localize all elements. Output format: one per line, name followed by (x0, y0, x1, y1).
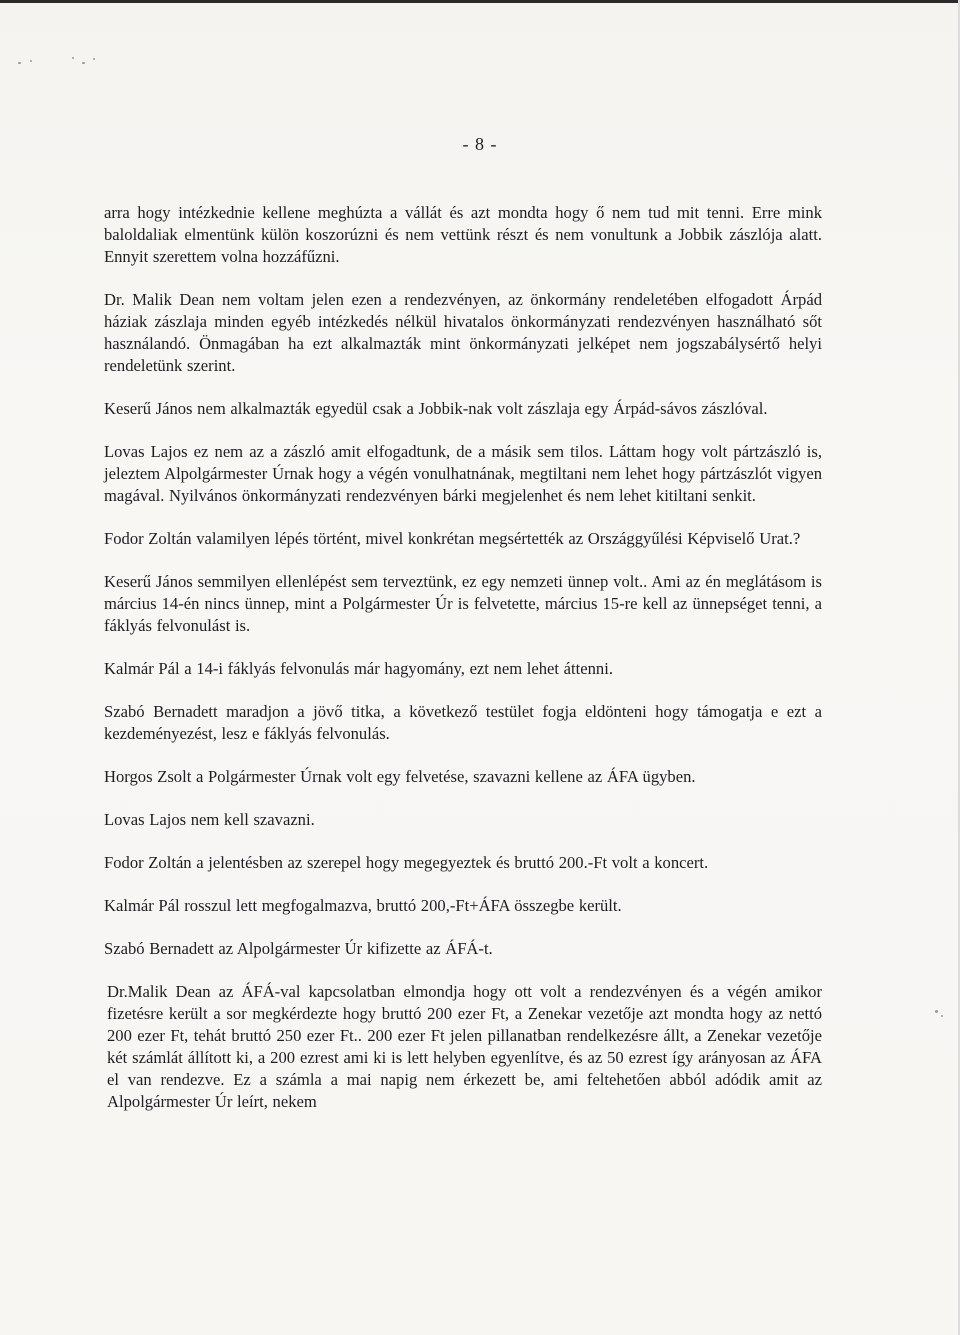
scan-speck (18, 62, 21, 64)
document-body (104, 202, 822, 1134)
paragraph: Lovas Lajos nem kell szavazni. (104, 810, 315, 829)
paragraph: Szabó Bernadett az Alpolgármester Úr kifizette az ÁFÁ-t. (104, 939, 493, 958)
page-number: - 8 - (462, 134, 498, 154)
scan-speck (935, 1010, 938, 1013)
paragraph: Kalmár Pál rosszul lett megfogalmazva, bruttó 200,-Ft+ÁFA összegbe került. (104, 896, 622, 915)
paragraph: Dr.Malik Dean az ÁFÁ-val kapcsolatban elmondja hogy ott volt a rendezvényen és a végén amikor fizetésre került a sor megkérdezte hogy bruttó 200 ezer Ft, a Zenekar vezetője azt mondta hogy az nettó 200 ezer Ft, tehát bruttó 250 ezer Ft.. 200 ezer Ft jelen pillanatban rendelkezésre állt, a Zenekar vezetője két számlát állított ki, a 200 ezrest ami ki is lett helyben egyenlítve, és az 50 ezrest így arányosan az ÁFA el van rendezve. Ez a számla a mai napig nem érkezett be, ami feltehetően abból adódik amit az Alpolgármester Úr leírt, nekem (107, 982, 822, 1111)
paragraph: Dr. Malik Dean nem voltam jelen ezen a rendezvényen, az önkormány rendeletében elfogadott Árpád háziak zászlaja minden egyéb intézkedés nélkül hivatalos önkormányzati rendezvényen használható sőt használandó. Önmagában ha ezt alkalmazták mint önkormányzati jelképet nem jogszabálysértő helyi rendeletünk szerint. (104, 290, 822, 375)
paragraph: Keserű János semmilyen ellenlépést sem terveztünk, ez egy nemzeti ünnep volt.. Ami az én meglátásom is március 14-én nincs ünnep, mint a Polgármester Úr is felvetette, március 15-re kell az ünnepséget tenni, a fáklyás felvonulást is. (104, 572, 822, 635)
scan-speck (30, 60, 32, 62)
paragraph: Szabó Bernadett maradjon a jövő titka, a következő testület fogja eldönteni hogy támogatja e ezt a kezdeményezést, lesz e fáklyás felvonulás. (104, 702, 822, 743)
scan-top-edge (0, 0, 960, 3)
scan-speck (93, 58, 95, 60)
paragraph: Lovas Lajos ez nem az a zászló amit elfogadtunk, de a másik sem tilos. Láttam hogy volt pártzászló is, jeleztem Alpolgármester Úrnak hogy a végén vonulhatnának, megtiltani nem lehet hogy pártzászlót vigyen magával. Nyilvános önkormányzati rendezvényen bárki megjelenhet és nem lehet kitiltani senkit. (104, 442, 822, 505)
scan-speck (82, 62, 85, 64)
paragraph: Fodor Zoltán a jelentésben az szerepel hogy megegyeztek és bruttó 200.-Ft volt a koncert. (104, 853, 709, 872)
paragraph: Keserű János nem alkalmazták egyedül csak a Jobbik-nak volt zászlaja egy Árpád-sávos zászlóval. (104, 399, 768, 418)
paragraph: Kalmár Pál a 14-i fáklyás felvonulás már hagyomány, ezt nem lehet áttenni. (104, 659, 613, 678)
scan-speck (72, 57, 74, 59)
scan-speck (941, 1015, 943, 1017)
paragraph: Fodor Zoltán valamilyen lépés történt, mivel konkrétan megsértették az Országgyűlési Képviselő Urat.? (104, 529, 801, 548)
paragraph: arra hogy intézkednie kellene meghúzta a vállát és azt mondta hogy ő nem tud mit tenni. Erre mink baloldaliak elmentünk külön koszorúzni és nem vettünk részt és nem vonultunk a Jobbik zászlója alatt. Ennyit szerettem volna hozzáfűzni. (104, 203, 822, 266)
paragraph: Horgos Zsolt a Polgármester Úrnak volt egy felvetése, szavazni kellene az ÁFA ügyben. (104, 767, 696, 786)
